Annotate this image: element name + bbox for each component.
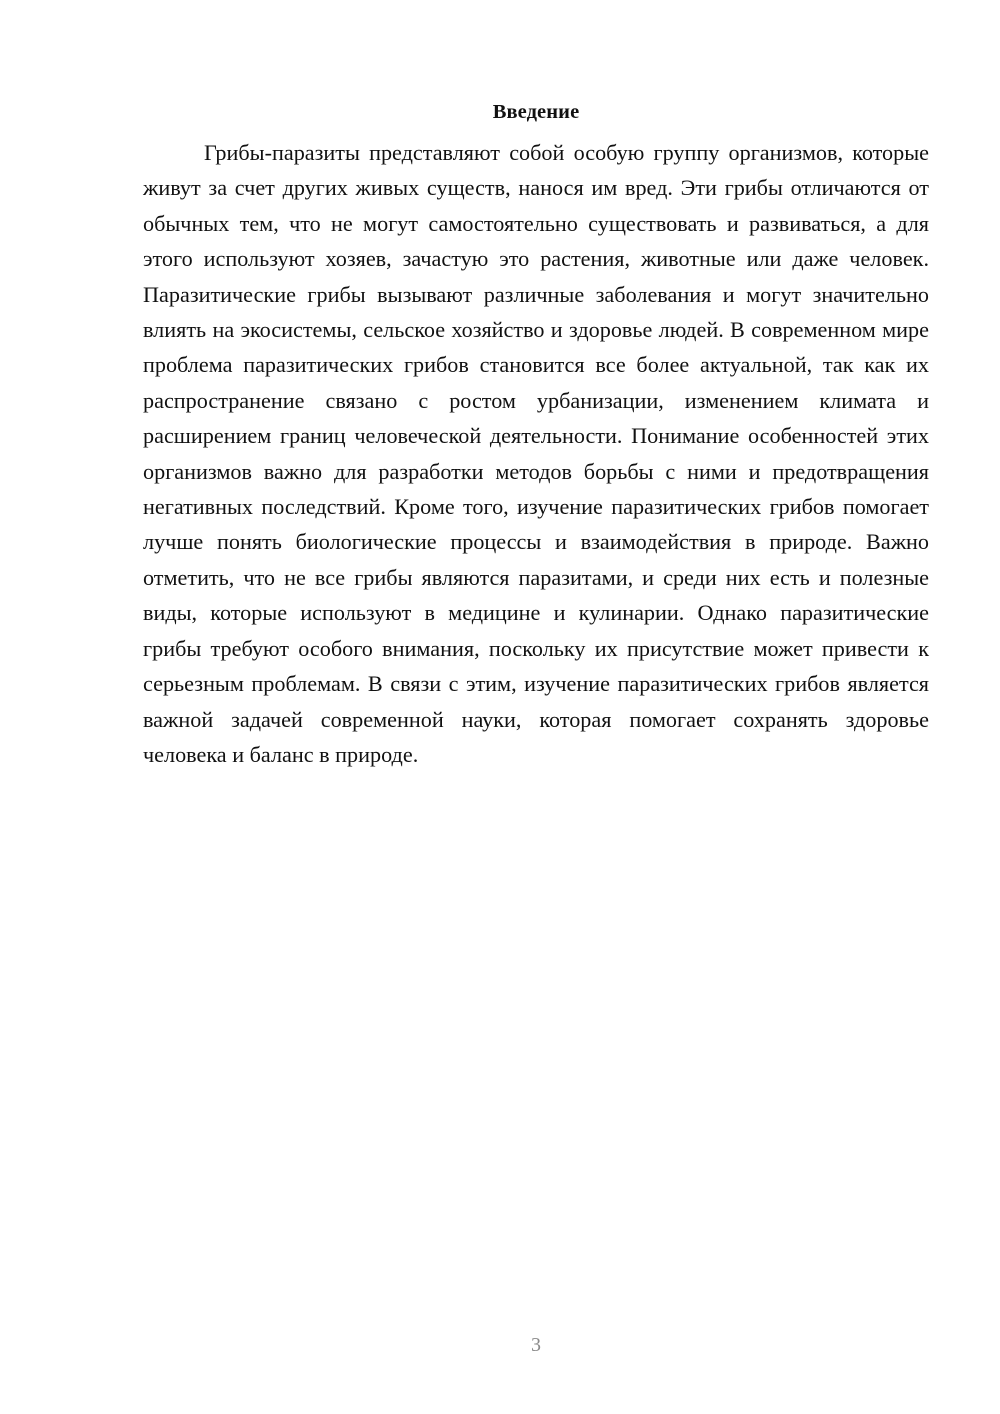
section-heading: Введение bbox=[492, 101, 580, 123]
document-content bbox=[143, 95, 929, 772]
page-number: 3 bbox=[531, 1334, 541, 1356]
body-paragraph: Грибы-паразиты представляют собой особую группу организмов, которые живут за счет других живых существ, нанося им вред. Эти грибы отличаются от обычных тем, что не могут самостоятельно существовать и развиваться, а для этого используют хозяев, зачастую это растения, животные или даже человек. Паразитические грибы вызывают различные заболевания и могут значительно влиять на экосистемы, сельское хозяйство и здоровье людей. В современном мире проблема паразитических грибов становится все более актуальной, так как их распространение связано с ростом урбанизации, изменением климата и расширением границ человеческой деятельности. Понимание особенностей этих организмов важно для разработки методов борьбы с ними и предотвращения негативных последствий. Кроме того, изучение паразитических грибов помогает лучше понять биологические процессы и взаимодействия в природе. Важно отметить, что не все грибы являются паразитами, и среди них есть и полезные виды, которые используют в медицине и кулинарии. Однако паразитические грибы требуют особого внимания, поскольку их присутствие может привести к серьезным проблемам. В связи с этим, изучение паразитических грибов является важной задачей современной науки, которая помогает сохранять здоровье человека и баланс в природе. bbox=[143, 140, 929, 767]
